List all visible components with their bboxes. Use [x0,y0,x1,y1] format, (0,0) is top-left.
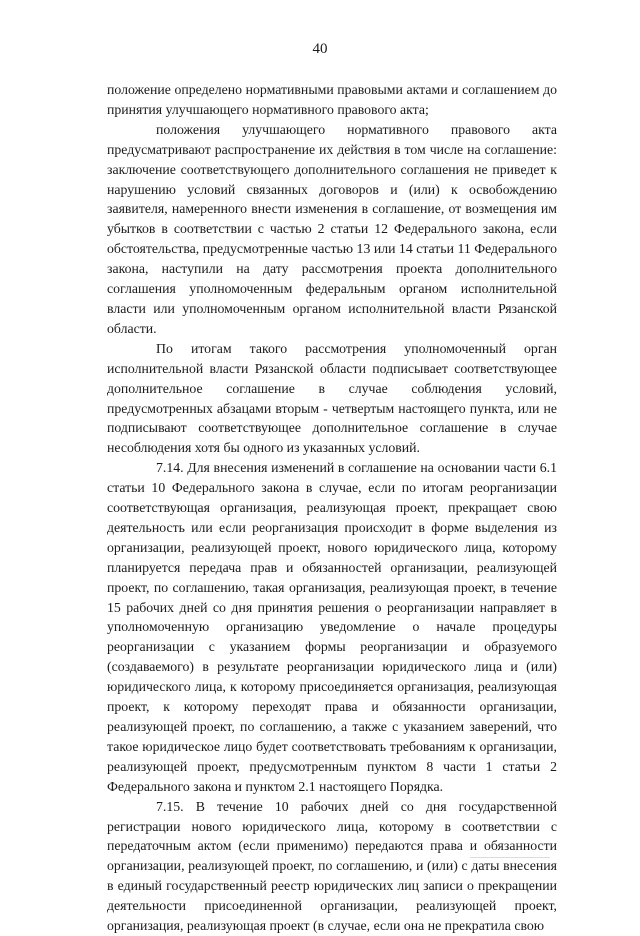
paragraph-provisions: положения улучшающего нормативного правового акта предусматривают распространение их действия в том числе на соглашение: заключение соответствующего дополнительного соглашения не приведет к нарушению условий связанных договоров и (или) к освобождению заявителя, намеренного внести изменения в соглашение, от возмещения им убытков в соответствии с частью 2 статьи 12 Федерального закона, если обстоятельства, предусмотренные частью 13 или 14 статьи 11 Федерального закона, наступили на дату рассмотрения проекта дополнительного соглашения уполномоченным федеральным органом исполнительной власти или уполномоченным органом исполнительной власти Рязанской области. [107,121,557,336]
scan-mark [470,857,550,858]
paragraph-7-15: 7.15. В течение 10 рабочих дней со дня государственной регистрации нового юридического лица, которому в соответствии с передаточным актом (если применимо) передаются права и обязанности организации, реализующей проект, по соглашению, и (или) с даты внесения в единый государственный реестр юридических лиц записи о прекращении деятельности присоединенной организации, реализующей проект, организация, реализующая проект (в случае, если она не прекратила свою [107,798,557,934]
paragraph-continuation: положение определено нормативными правовыми актами и соглашением до принятия улучшающего нормативного правового акта; [107,82,557,117]
paragraph-review-results: По итогам такого рассмотрения уполномоченный орган исполнительной власти Рязанской области подписывает соответствующее дополнительное соглашение в случае соблюдения условий, предусмотренных абзацами вторым - четвертым настоящего пункта, или не подписывают соответствующее дополнительное соглашение в случае несоблюдения хотя бы одного из указанных условий. [107,340,557,456]
page-number: 40 [312,41,328,57]
paragraph-7-14: 7.14. Для внесения изменений в соглашение на основании части 6.1 статьи 10 Федерального закона в случае, если по итогам реорганизации соответствующая организация, реализующая проект, прекращает свою деятельность или если реорганизация происходит в форме выделения из организации, реализующей проект, нового юридического лица, которому планируется передача прав и обязанностей организации, реализующей проект, по соглашению, такая организация, реализующая проект, в течение 15 рабочих дней со дня принятия решения о реорганизации направляет в уполномоченную организацию уведомление о начале процедуры реорганизации с указанием формы реорганизации и образуемого (создаваемого) в результате реорганизации юридического лица и (или) юридического лица, к которому присоединяется организация, реализующая проект, к которому переходят права и обязанности организации, реализующей проект, по соглашению, а также с указанием заверений, что такое юридическое лицо будет соответствовать требованиям к организации, реализующей проект, предусмотренным пунктом 8 части 1 статьи 2 Федерального закона и пунктом 2.1 настоящего Порядка. [107,460,557,794]
document-body [107,80,557,936]
